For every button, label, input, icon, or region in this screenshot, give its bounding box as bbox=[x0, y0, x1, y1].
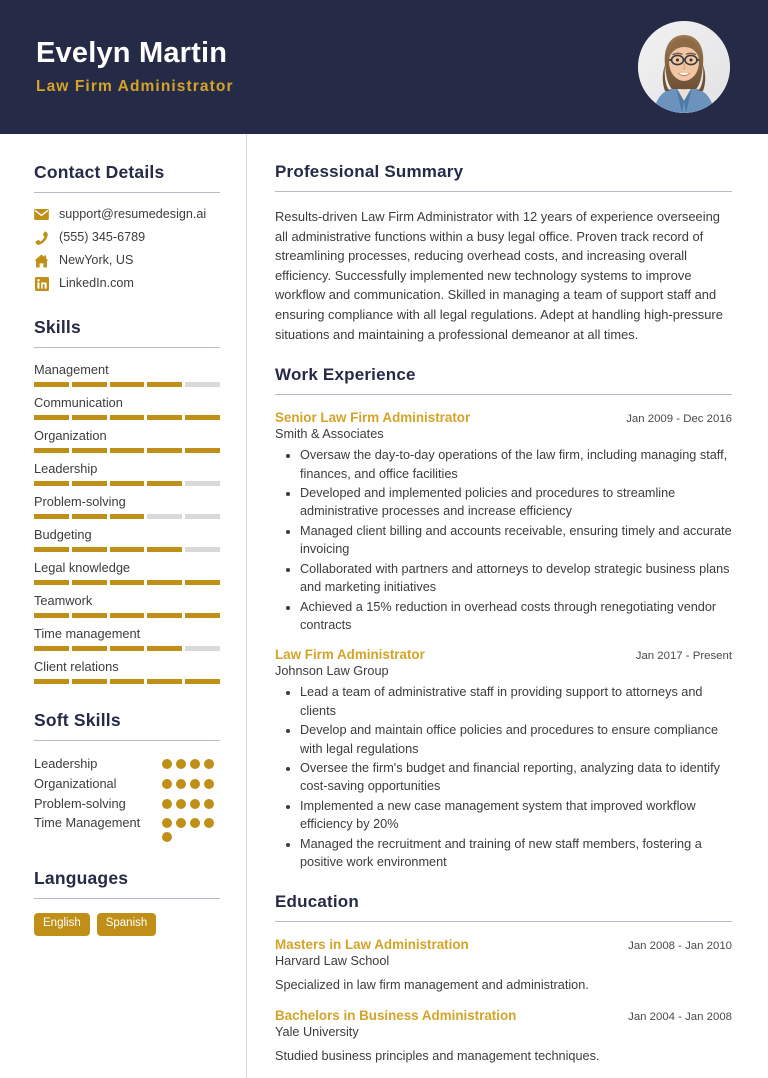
skill-label: Legal knowledge bbox=[34, 560, 131, 576]
entry-title: Law Firm Administrator bbox=[275, 647, 425, 663]
education-list bbox=[275, 937, 732, 1065]
skill-level-bar bbox=[34, 580, 220, 585]
skill-label: Communication bbox=[34, 395, 123, 411]
candidate-name: Evelyn Martin bbox=[36, 37, 228, 70]
entry-date: Jan 2004 - Jan 2008 bbox=[628, 1010, 732, 1023]
skill-bar-segment bbox=[110, 382, 145, 387]
skill-bar-segment bbox=[185, 514, 220, 519]
skill-bar-segment bbox=[72, 547, 107, 552]
soft-skill-label: Leadership bbox=[34, 756, 98, 772]
skill-label: Leadership bbox=[34, 461, 98, 477]
section-languages bbox=[34, 868, 220, 936]
skill-item bbox=[34, 362, 220, 387]
skill-bar-segment bbox=[110, 646, 145, 651]
skill-bar-segment bbox=[185, 448, 220, 453]
resume-header bbox=[0, 0, 768, 134]
skill-item bbox=[34, 659, 220, 684]
entry-bullet: • Managed the recruitment and training of new staff members, fostering a positive work environment bbox=[300, 835, 732, 872]
rating-dot bbox=[190, 818, 200, 828]
skill-level-bar bbox=[34, 613, 220, 618]
skill-item bbox=[34, 560, 220, 585]
skill-item bbox=[34, 527, 220, 552]
skill-bar-segment bbox=[72, 382, 107, 387]
rating-dot bbox=[176, 799, 186, 809]
soft-skill-rating bbox=[162, 795, 220, 809]
entry-date: Jan 2009 - Dec 2016 bbox=[626, 413, 732, 426]
linkedin-icon bbox=[34, 276, 49, 291]
contact-item-email[interactable] bbox=[34, 207, 220, 222]
skill-bar-segment bbox=[110, 415, 145, 420]
skill-bar-segment bbox=[72, 481, 107, 486]
skill-bar-segment bbox=[34, 613, 69, 618]
section-professional-summary bbox=[275, 162, 732, 344]
skill-bar-segment bbox=[72, 646, 107, 651]
entry-header bbox=[275, 1008, 732, 1023]
rating-dot bbox=[162, 832, 172, 842]
entry-date: Jan 2017 - Present bbox=[635, 650, 732, 663]
divider bbox=[275, 191, 732, 192]
skills-list bbox=[34, 362, 220, 684]
section-contact-details bbox=[34, 162, 220, 291]
skill-label: Problem-solving bbox=[34, 494, 126, 510]
entry-bullet: • Lead a team of administrative staff in providing support to attorneys and clients bbox=[300, 683, 732, 720]
skill-bar-segment bbox=[34, 514, 69, 519]
soft-skills-heading: Soft Skills bbox=[34, 710, 121, 731]
section-work-experience bbox=[275, 365, 732, 871]
entry-header bbox=[275, 937, 732, 952]
contact-item-linkedin[interactable] bbox=[34, 276, 220, 291]
entry-bullet: • Oversee the firm's budget and financial reporting, analyzing data to identify cost-saving opportunities bbox=[300, 759, 732, 796]
skill-bar-segment bbox=[147, 514, 182, 519]
skill-bar-segment bbox=[34, 448, 69, 453]
entry-bullet: • Collaborated with partners and attorneys to develop strategic business plans and marketing initiatives bbox=[300, 560, 732, 597]
skill-bar-segment bbox=[185, 679, 220, 684]
resume-body bbox=[0, 134, 768, 1078]
skill-level-bar bbox=[34, 481, 220, 486]
soft-skill-label: Organizational bbox=[34, 776, 117, 792]
entry-description: Specialized in law firm management and administration. bbox=[275, 978, 589, 993]
skill-bar-segment bbox=[185, 415, 220, 420]
divider bbox=[34, 898, 220, 899]
language-tag: Spanish bbox=[97, 913, 157, 936]
skill-bar-segment bbox=[72, 514, 107, 519]
entry-organization: Johnson Law Group bbox=[275, 664, 389, 679]
skill-bar-segment bbox=[72, 613, 107, 618]
soft-skill-item bbox=[34, 795, 220, 813]
skill-bar-segment bbox=[110, 613, 145, 618]
skill-bar-segment bbox=[185, 547, 220, 552]
skill-level-bar bbox=[34, 415, 220, 420]
section-education bbox=[275, 892, 732, 1065]
skill-bar-segment bbox=[34, 646, 69, 651]
phone-icon bbox=[34, 230, 49, 245]
skill-item bbox=[34, 494, 220, 519]
rating-dot bbox=[176, 759, 186, 769]
skill-item bbox=[34, 593, 220, 618]
skill-bar-segment bbox=[110, 514, 145, 519]
entry-title: Bachelors in Business Administration bbox=[275, 1007, 517, 1023]
rating-dot bbox=[162, 779, 172, 789]
skill-label: Management bbox=[34, 362, 109, 378]
rating-dot bbox=[204, 779, 214, 789]
entry-bullet: • Achieved a 15% reduction in overhead costs through renegotiating vendor contracts bbox=[300, 598, 732, 635]
envelope-icon bbox=[34, 207, 49, 222]
entry-header bbox=[275, 410, 732, 425]
skill-bar-segment bbox=[147, 481, 182, 486]
contact-item-location[interactable] bbox=[34, 253, 220, 268]
skill-bar-segment bbox=[34, 481, 69, 486]
skill-bar-segment bbox=[34, 547, 69, 552]
soft-skill-item bbox=[34, 814, 220, 842]
skill-bar-segment bbox=[110, 679, 145, 684]
rating-dot bbox=[204, 799, 214, 809]
sidebar bbox=[0, 134, 247, 1078]
contact-phone-text: (555) 345-6789 bbox=[59, 230, 146, 245]
entry-title: Masters in Law Administration bbox=[275, 937, 469, 953]
section-skills bbox=[34, 317, 220, 684]
entry-item bbox=[275, 647, 732, 871]
divider bbox=[275, 921, 732, 922]
skill-level-bar bbox=[34, 448, 220, 453]
skill-bar-segment bbox=[147, 646, 182, 651]
skills-heading: Skills bbox=[34, 317, 81, 338]
soft-skill-rating bbox=[162, 755, 220, 769]
skill-level-bar bbox=[34, 514, 220, 519]
soft-skill-rating bbox=[162, 775, 220, 789]
education-heading: Education bbox=[275, 892, 359, 912]
contact-email-text: support@resumedesign.ai bbox=[59, 207, 207, 221]
skill-bar-segment bbox=[185, 580, 220, 585]
skill-bar-segment bbox=[185, 481, 220, 486]
rating-dot bbox=[176, 818, 186, 828]
entry-bullet: • Managed client billing and accounts receivable, ensuring timely and accurate invoicing bbox=[300, 522, 732, 559]
skill-level-bar bbox=[34, 382, 220, 387]
skill-bar-segment bbox=[34, 415, 69, 420]
soft-skill-label: Time Management bbox=[34, 815, 141, 831]
entry-bullet-list bbox=[275, 446, 732, 634]
entry-organization: Smith & Associates bbox=[275, 427, 384, 442]
skill-bar-segment bbox=[147, 382, 182, 387]
divider bbox=[34, 347, 220, 348]
skill-bar-segment bbox=[34, 580, 69, 585]
soft-skills-list bbox=[34, 755, 220, 842]
skill-bar-segment bbox=[147, 679, 182, 684]
rating-dot bbox=[190, 759, 200, 769]
skill-bar-segment bbox=[147, 580, 182, 585]
divider bbox=[34, 740, 220, 741]
skill-bar-segment bbox=[147, 448, 182, 453]
rating-dot bbox=[162, 759, 172, 769]
language-tag: English bbox=[34, 913, 90, 936]
skill-bar-segment bbox=[72, 415, 107, 420]
contact-linkedin-text: LinkedIn.com bbox=[59, 276, 134, 291]
skill-bar-segment bbox=[110, 580, 145, 585]
rating-dot bbox=[162, 818, 172, 828]
skill-bar-segment bbox=[110, 448, 145, 453]
entry-item bbox=[275, 410, 732, 634]
entry-organization: Harvard Law School bbox=[275, 954, 390, 969]
contact-list bbox=[34, 207, 220, 291]
professional-summary-text: Results-driven Law Firm Administrator with 12 years of experience overseeing all administrative functions within a busy legal office. Proven track record of streamlining processes, reducing overhead costs, and increasing overall efficiency. Successfully implemented new technology systems to improve workflow and communication. Skilled in managing a team of support staff and ensuring compliance with all legal regulations. Adept at handling high-pressure situations and maintaining a professional demeanor at all times. bbox=[275, 209, 723, 342]
divider bbox=[34, 192, 220, 193]
skill-level-bar bbox=[34, 547, 220, 552]
entry-bullet-list bbox=[275, 683, 732, 871]
contact-item-phone[interactable] bbox=[34, 230, 220, 245]
skill-bar-segment bbox=[72, 679, 107, 684]
skill-level-bar bbox=[34, 646, 220, 651]
skill-bar-segment bbox=[147, 415, 182, 420]
rating-dot bbox=[176, 779, 186, 789]
skill-item bbox=[34, 428, 220, 453]
contact-location-text: NewYork, US bbox=[59, 253, 134, 268]
skill-item bbox=[34, 461, 220, 486]
skill-bar-segment bbox=[185, 613, 220, 618]
skill-label: Time management bbox=[34, 626, 141, 642]
skill-bar-segment bbox=[110, 481, 145, 486]
skill-bar-segment bbox=[72, 580, 107, 585]
divider bbox=[275, 394, 732, 395]
work-experience-heading: Work Experience bbox=[275, 365, 416, 385]
contact-details-heading: Contact Details bbox=[34, 162, 165, 182]
rating-dot bbox=[204, 759, 214, 769]
experience-list bbox=[275, 410, 732, 871]
skill-bar-segment bbox=[110, 547, 145, 552]
entry-bullet: • Develop and maintain office policies and procedures to ensure compliance with legal regulations bbox=[300, 721, 732, 758]
soft-skill-rating bbox=[162, 814, 220, 842]
home-icon bbox=[34, 253, 49, 268]
rating-dot bbox=[162, 799, 172, 809]
skill-label: Teamwork bbox=[34, 593, 93, 609]
skill-item bbox=[34, 626, 220, 651]
entry-item bbox=[275, 937, 732, 994]
entry-bullet: • Implemented a new case management system that improved workflow efficiency by 20% bbox=[300, 797, 732, 834]
professional-summary-heading: Professional Summary bbox=[275, 162, 464, 181]
skill-bar-segment bbox=[185, 646, 220, 651]
skill-bar-segment bbox=[34, 679, 69, 684]
skill-label: Budgeting bbox=[34, 527, 92, 543]
soft-skill-item bbox=[34, 775, 220, 793]
soft-skill-item bbox=[34, 755, 220, 773]
skill-bar-segment bbox=[34, 382, 69, 387]
entry-organization: Yale University bbox=[275, 1024, 359, 1039]
avatar bbox=[638, 21, 730, 113]
rating-dot bbox=[190, 779, 200, 789]
candidate-job-title: Law Firm Administrator bbox=[36, 77, 234, 95]
skill-item bbox=[34, 395, 220, 420]
skill-label: Client relations bbox=[34, 659, 119, 675]
profile-photo-icon bbox=[638, 21, 730, 113]
rating-dot bbox=[204, 818, 214, 828]
skill-label: Organization bbox=[34, 428, 107, 444]
soft-skill-label: Problem-solving bbox=[34, 795, 126, 811]
skill-bar-segment bbox=[147, 547, 182, 552]
section-soft-skills bbox=[34, 710, 220, 842]
skill-bar-segment bbox=[72, 448, 107, 453]
entry-item bbox=[275, 1008, 732, 1065]
skill-bar-segment bbox=[185, 382, 220, 387]
main-column bbox=[247, 134, 768, 1078]
entry-title: Senior Law Firm Administrator bbox=[275, 410, 471, 426]
skill-level-bar bbox=[34, 679, 220, 684]
entry-header bbox=[275, 647, 732, 662]
languages-list bbox=[34, 913, 220, 936]
skill-bar-segment bbox=[147, 613, 182, 618]
languages-heading: Languages bbox=[34, 868, 129, 889]
entry-date: Jan 2008 - Jan 2010 bbox=[628, 940, 732, 953]
rating-dot bbox=[190, 799, 200, 809]
header-text-block bbox=[36, 38, 234, 95]
entry-bullet: • Developed and implemented policies and procedures to streamline administrative processes and increase efficiency bbox=[300, 484, 732, 521]
entry-bullet: • Oversaw the day-to-day operations of the law firm, including managing staff, finances, and office facilities bbox=[300, 446, 732, 483]
entry-description: Studied business principles and management techniques. bbox=[275, 1048, 600, 1063]
